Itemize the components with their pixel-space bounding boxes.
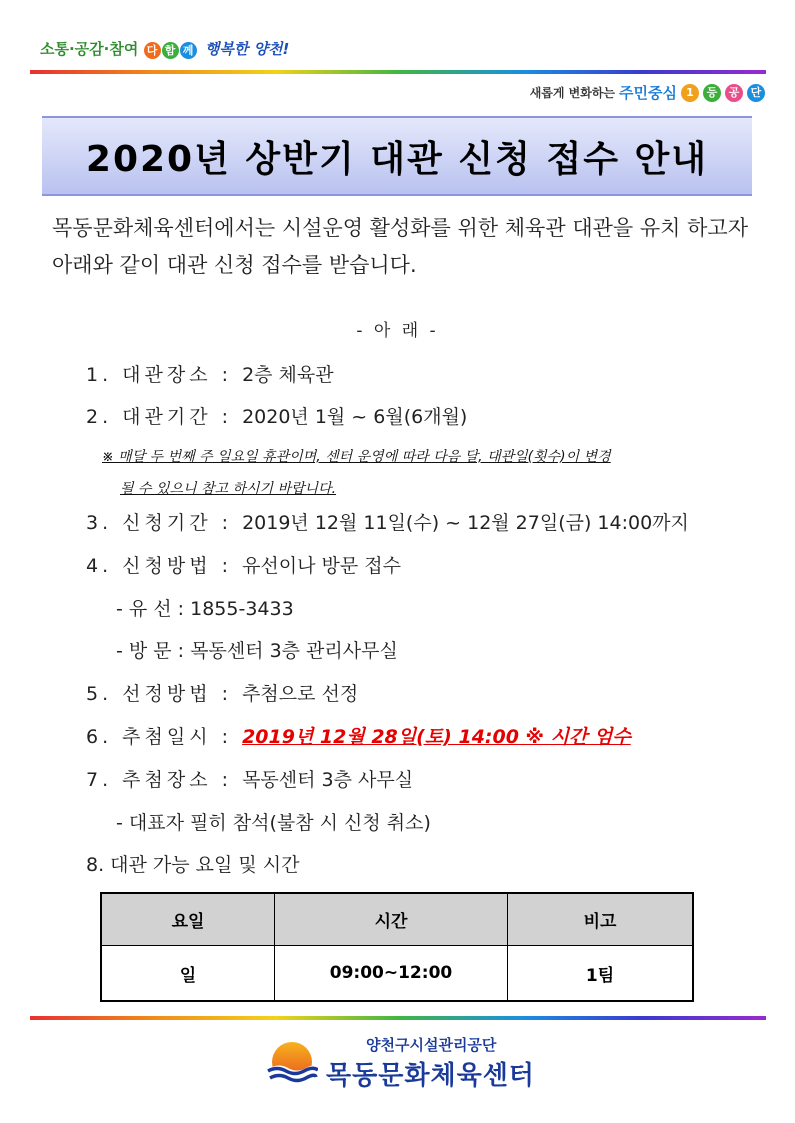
item-label: 8. 대관 가능 요일 및 시간	[86, 854, 300, 876]
sub-item-phone: - 유 선 : 1855-3433	[116, 598, 294, 620]
item-value: 목동센터 3층 사무실	[242, 769, 414, 791]
item-venue	[86, 360, 334, 387]
cell-day: 일	[101, 946, 275, 1002]
item-value: 2층 체육관	[242, 364, 334, 386]
item-value: 2019년 12월 11일(수) ~ 12월 27일(금) 14:00까지	[242, 512, 689, 534]
notice-line-1: ※ 매달 두 번째 주 일요일 휴관이며, 센터 운영에 따라 다음 달, 대관일(횟수)이 변경	[102, 449, 611, 465]
item-value: 추첨으로 선정	[242, 683, 359, 705]
item-application-period	[86, 508, 689, 535]
tagline-circle-4: 단	[747, 84, 765, 102]
item-value: 유선이나 방문 접수	[242, 555, 401, 577]
header-remark: 비고	[508, 893, 694, 946]
item-application-method	[86, 551, 401, 578]
item-label: 3. 신청기간 :	[86, 512, 243, 534]
footer-logo	[266, 1034, 535, 1092]
bottom-rainbow-divider	[30, 1016, 766, 1020]
item-value: 2020년 1월 ~ 6월(6개월)	[242, 406, 468, 428]
schedule-table	[100, 892, 694, 1002]
table-row	[101, 946, 693, 1002]
item-value-highlight: 2019년 12월 28일(토) 14:00 ※ 시간 엄수	[242, 726, 631, 748]
sub-item-visit: - 방 문 : 목동센터 3층 관리사무실	[116, 640, 398, 662]
item-available-days	[86, 850, 300, 877]
slogan-circle-1: 다	[144, 42, 161, 59]
item-period	[86, 402, 467, 429]
item-label: 6. 추첨일시 :	[86, 726, 243, 748]
item-label: 5. 선정방법 :	[86, 683, 243, 705]
item-label: 7. 추첨장소 :	[86, 769, 243, 791]
top-rainbow-divider	[30, 70, 766, 74]
item-draw-datetime	[86, 722, 631, 749]
header-slogan	[40, 38, 289, 59]
tagline-big: 주민중심	[619, 84, 677, 102]
tagline-circle-1: 1	[681, 84, 699, 102]
slogan-prefix: 소통·공감·참여	[40, 40, 139, 58]
header-tagline	[530, 82, 765, 103]
tagline-circle-2: 등	[703, 84, 721, 102]
notice-line-2: 될 수 있으니 참고 하시기 바랍니다.	[120, 481, 337, 497]
title-banner	[42, 116, 752, 196]
page-title: 2020년 상반기 대관 신청 접수 안내	[85, 138, 709, 180]
sub-item-representative: - 대표자 필히 참석(불참 시 신청 취소)	[116, 812, 431, 834]
slogan-circle-3: 께	[180, 42, 197, 59]
item-label: 1. 대관장소 :	[86, 364, 243, 386]
cell-remark: 1팀	[508, 946, 694, 1002]
slogan-suffix: 행복한 양천!	[204, 40, 290, 58]
footer-org-big: 목동문화체육센터	[326, 1061, 535, 1091]
intro-paragraph: 목동문화체육센터에서는 시설운영 활성화를 위한 체육관 대관을 유치 하고자 아래와 같이 대관 신청 접수를 받습니다.	[52, 216, 748, 277]
table-header-row	[101, 893, 693, 946]
section-heading: - 아 래 -	[356, 321, 439, 341]
item-selection-method	[86, 679, 358, 706]
tagline-circle-3: 공	[725, 84, 743, 102]
item-label: 4. 신청방법 :	[86, 555, 243, 577]
footer-org-small: 양천구시설관리공단	[366, 1036, 497, 1054]
header-day: 요일	[101, 893, 275, 946]
cell-time: 09:00~12:00	[275, 946, 508, 1002]
header-time: 시간	[275, 893, 508, 946]
item-label: 2. 대관기간 :	[86, 406, 243, 428]
sun-wave-icon	[266, 1040, 318, 1086]
tagline-small: 새롭게 변화하는	[529, 86, 616, 100]
slogan-circle-2: 함	[162, 42, 179, 59]
item-draw-place	[86, 765, 413, 792]
